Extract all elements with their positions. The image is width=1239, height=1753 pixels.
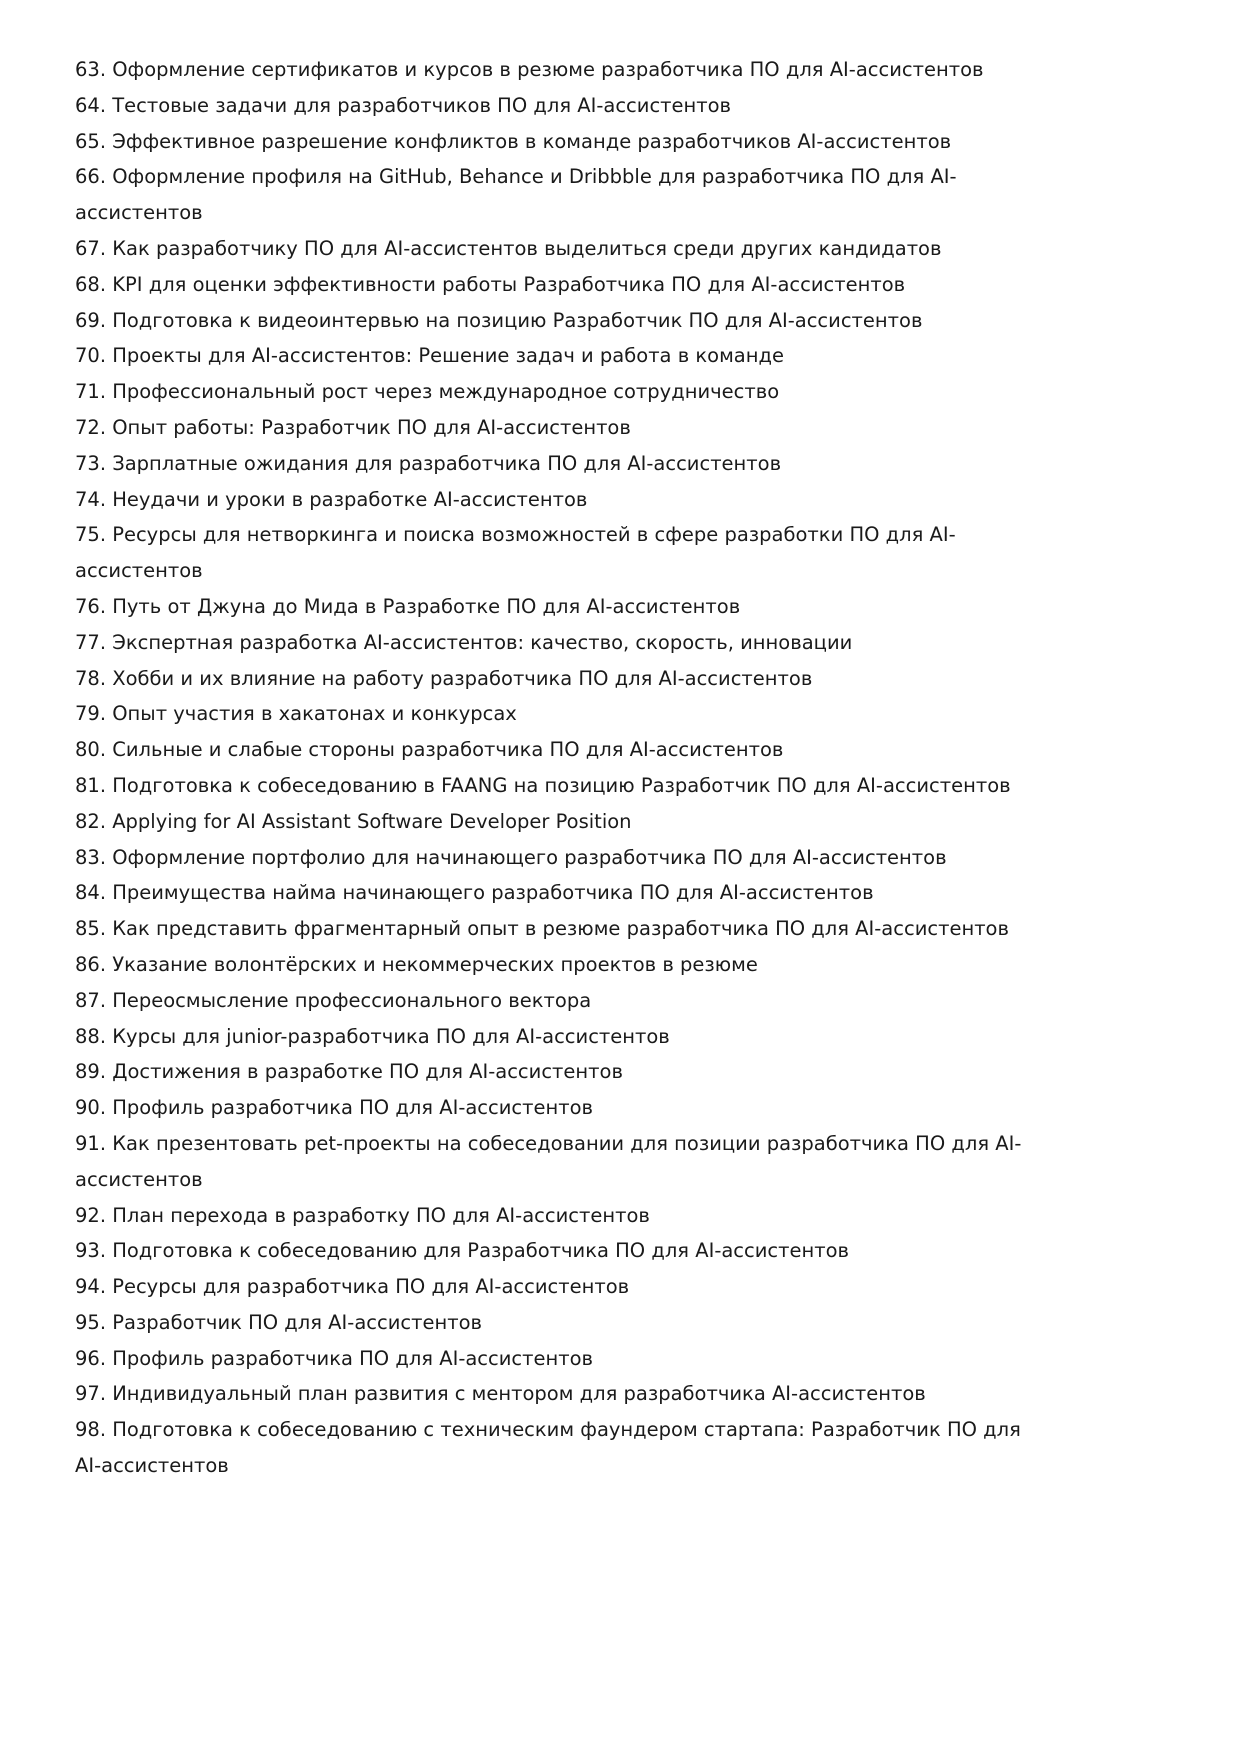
list-item: 69. Подготовка к видеоинтервью на позицию Разработчик ПО для AI-ассистентов <box>75 308 923 332</box>
list-item: 81. Подготовка к собеседованию в FAANG на позицию Разработчик ПО для AI-ассистентов <box>75 773 1011 797</box>
list-item: 77. Экспертная разработка AI-ассистентов: качество, скорость, инновации <box>75 630 853 654</box>
list-item: 90. Профиль разработчика ПО для AI-ассистентов <box>75 1096 594 1120</box>
list-item: 91. Как презентовать pet-проекты на собеседовании для позиции разработчика ПО для AI-ассистентов <box>75 1131 1022 1191</box>
list-item: 64. Тестовые задачи для разработчиков ПО для AI-ассистентов <box>75 93 732 117</box>
list-item: 66. Оформление профиля на GitHub, Behance и Dribbble для разработчика ПО для AI-ассистентов <box>75 165 957 225</box>
list-item: 88. Курсы для junior-разработчика ПО для AI-ассистентов <box>75 1024 670 1048</box>
list-item: 76. Путь от Джуна до Мида в Разработке ПО для AI-ассистентов <box>75 594 741 618</box>
list-item: 70. Проекты для AI-ассистентов: Решение задач и работа в команде <box>75 344 784 368</box>
list-item: 92. План перехода в разработку ПО для AI-ассистентов <box>75 1203 650 1227</box>
list-item: 74. Неудачи и уроки в разработке AI-ассистентов <box>75 487 588 511</box>
list-item: 65. Эффективное разрешение конфликтов в команде разработчиков AI-ассистентов <box>75 129 952 153</box>
list-item: 79. Опыт участия в хакатонах и конкурсах <box>75 702 517 726</box>
topic-list <box>75 52 1040 1484</box>
list-item: 71. Профессиональный рост через международное сотрудничество <box>75 380 780 404</box>
list-item: 93. Подготовка к собеседованию для Разработчика ПО для AI-ассистентов <box>75 1239 850 1263</box>
list-item: 83. Оформление портфолио для начинающего разработчика ПО для AI-ассистентов <box>75 845 947 869</box>
list-item: 75. Ресурсы для нетворкинга и поиска возможностей в сфере разработки ПО для AI-ассистентов <box>75 523 956 583</box>
list-item: 85. Как представить фрагментарный опыт в резюме разработчика ПО для AI-ассистентов <box>75 917 1009 941</box>
list-item: 68. KPI для оценки эффективности работы Разработчика ПО для AI-ассистентов <box>75 272 906 296</box>
list-item: 67. Как разработчику ПО для AI-ассистентов выделиться среди других кандидатов <box>75 236 942 260</box>
list-item: 94. Ресурсы для разработчика ПО для AI-ассистентов <box>75 1275 630 1299</box>
list-item: 89. Достижения в разработке ПО для AI-ассистентов <box>75 1060 623 1084</box>
list-item: 96. Профиль разработчика ПО для AI-ассистентов <box>75 1346 594 1370</box>
list-item: 84. Преимущества найма начинающего разработчика ПО для AI-ассистентов <box>75 881 874 905</box>
list-item: 95. Разработчик ПО для AI-ассистентов <box>75 1310 482 1334</box>
list-item: 63. Оформление сертификатов и курсов в резюме разработчика ПО для AI-ассистентов <box>75 58 984 81</box>
list-item: 72. Опыт работы: Разработчик ПО для AI-ассистентов <box>75 415 631 439</box>
list-item: 98. Подготовка к собеседованию с техническим фаундером стартапа: Разработчик ПО для AI-ассистентов <box>75 1418 1021 1478</box>
list-item: 82. Applying for AI Assistant Software Developer Position <box>75 809 632 833</box>
list-item: 78. Хобби и их влияние на работу разработчика ПО для AI-ассистентов <box>75 666 813 690</box>
list-item: 86. Указание волонтёрских и некоммерческих проектов в резюме <box>75 952 758 976</box>
list-item: 73. Зарплатные ожидания для разработчика ПО для AI-ассистентов <box>75 451 782 475</box>
list-item: 97. Индивидуальный план развития с ментором для разработчика AI-ассистентов <box>75 1382 926 1406</box>
list-item: 80. Сильные и слабые стороны разработчика ПО для AI-ассистентов <box>75 738 784 762</box>
list-item: 87. Переосмысление профессионального вектора <box>75 988 592 1012</box>
